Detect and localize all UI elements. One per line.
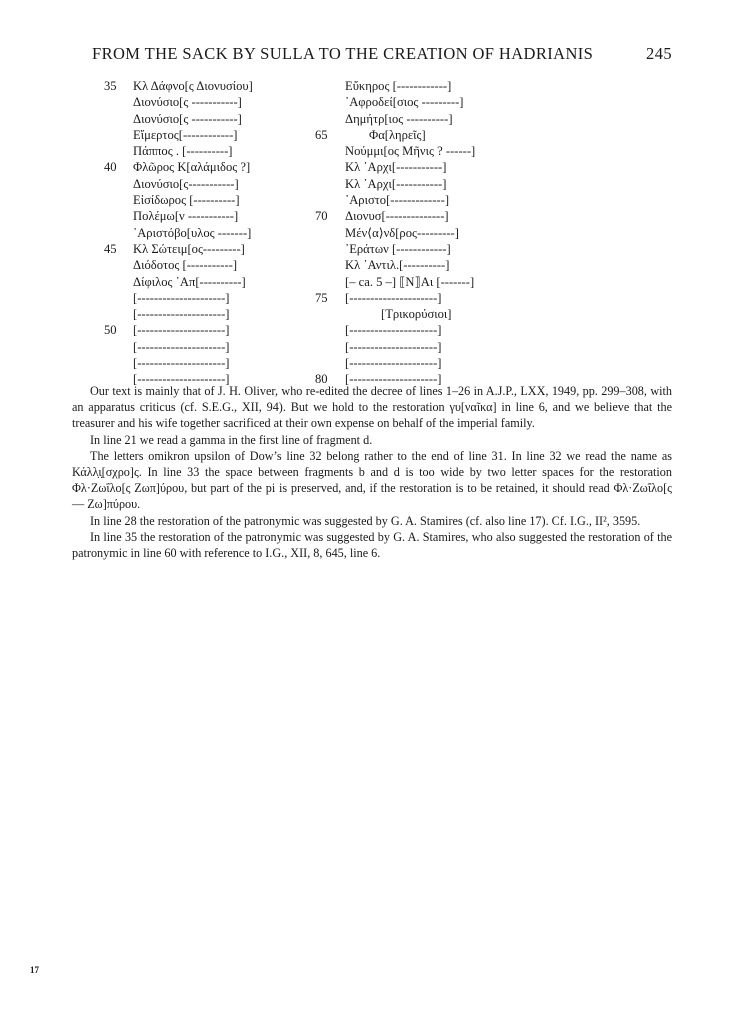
line-text: Φλῶρος Κ[αλάμιδος ?] (133, 160, 251, 175)
signature-mark: 17 (30, 965, 39, 975)
line-number: 35 (104, 79, 117, 93)
line-number: 45 (104, 241, 117, 256)
line-text: Μέν⟨α⟩νδ[ρος---------] (345, 225, 459, 240)
line-text: Πάππος . [----------] (133, 144, 233, 159)
line-text: Κλ ᾿Αρχι[-----------] (345, 160, 447, 175)
line-number: 50 (104, 323, 117, 338)
line-text: Κλ ᾿Αρχι[-----------] (345, 176, 447, 191)
line-text: Διονύσιο[ς -----------] (133, 111, 242, 126)
line-number: 65 (315, 127, 328, 142)
line-text: [---------------------] (133, 339, 230, 354)
line-text: ᾿Αριστο[-------------] (345, 193, 450, 208)
line-text: Διόδοτος [-----------] (133, 258, 238, 273)
commentary-paragraph: The letters omikron upsilon of Dow’s line 32 belong rather to the end of line 31. In line 32 we read the name as Κάλλ̣ι̣[σχρο]ς. In line 33 the space between fragments b and d is too wide by two letter spaces for the restoration Φλ·Ζωΐλο[ς Ζωπ]ύρου, but part of the pi is preserved, and, if the restoration is to be retained, it should read Φλ·Ζωΐλο[ς — Ζω]πύρου. (72, 448, 672, 512)
line-text: Διονύσιο[ς -----------] (133, 95, 242, 110)
line-text: [---------------------] (345, 356, 442, 371)
line-text: Πολέμω[ν -----------] (133, 209, 239, 224)
line-number: 75 (315, 290, 328, 305)
line-text: [---------------------] (133, 323, 230, 338)
line-text: [---------------------] (133, 307, 230, 322)
line-text: Διονυσ[--------------] (345, 209, 449, 224)
deme-heading: Φα[ληρεῖς] (369, 127, 426, 142)
line-text: ᾿Αριστόβο[υλος -------] (133, 225, 252, 240)
line-text: Εὔκηρος [------------] (345, 79, 452, 93)
commentary (72, 383, 672, 561)
line-text: Δίφιλος ᾿Απ[----------] (133, 274, 246, 289)
commentary-paragraph: In line 35 the restoration of the patronymic was suggested by G. A. Stamires, who also suggested the restoration of the patronymic in line 60 with reference to I.G., XII, 8, 645, line 6. (72, 529, 672, 561)
deme-heading: [Τρικορύσιοι] (381, 307, 452, 322)
line-text: Κλ Δάφνο[ς Διονυσίου] (133, 79, 253, 93)
running-header (92, 44, 672, 64)
line-text: [---------------------] (133, 290, 230, 305)
line-text: [---------------------] (345, 339, 442, 354)
running-title: FROM THE SACK BY SULLA TO THE CREATION OF HADRIANIS (92, 44, 594, 63)
line-number: 80 (315, 372, 328, 387)
line-text: [---------------------] (345, 290, 442, 305)
line-text: Δημήτρ[ιος ----------] (345, 111, 453, 126)
line-text: Εἰσίδωρος [----------] (133, 193, 240, 208)
line-number: 40 (104, 160, 117, 175)
line-text: ᾿Αφροδεί[σιος ---------] (345, 95, 464, 110)
line-text: [---------------------] (345, 372, 442, 387)
page-number: 245 (646, 44, 672, 63)
line-text: Κλ Σώτειμ[ος---------] (133, 241, 245, 256)
commentary-paragraph: In line 21 we read a gamma in the first line of fragment d. (90, 432, 373, 447)
line-text: [– ca. 5 –] ⟦Ν⟧Αι [-------] (345, 274, 475, 289)
line-text: [---------------------] (133, 356, 230, 371)
line-text: [---------------------] (133, 372, 230, 387)
line-text: Διονύσιο[ς-----------] (133, 176, 239, 191)
line-text: Κλ ᾿Αντιλ.[----------] (345, 258, 450, 273)
line-number: 70 (315, 209, 328, 224)
commentary-paragraph: In line 28 the restoration of the patronymic was suggested by G. A. Stamires (cf. also line 17). Cf. I.G., II², 3595. (90, 513, 641, 528)
line-text: Εἵμερτος[------------] (133, 127, 238, 142)
line-text: Νούμμι[ος Μῆνις ? ------] (345, 144, 476, 159)
line-text: ᾿Εράτων [------------] (345, 241, 451, 256)
line-text: [---------------------] (345, 323, 442, 338)
commentary-paragraph: Our text is mainly that of J. H. Oliver, who re-edited the decree of lines 1–26 in A.J.P., LXX, 1949, pp. 299–308, with an apparatus criticus (cf. S.E.G., XII, 94). But we hold to the restoration γυ[ναῖκα] in line 6, and we believe that the treasurer and his wife together sacrificed at their own expense on behalf of the imperial family. (72, 384, 672, 431)
